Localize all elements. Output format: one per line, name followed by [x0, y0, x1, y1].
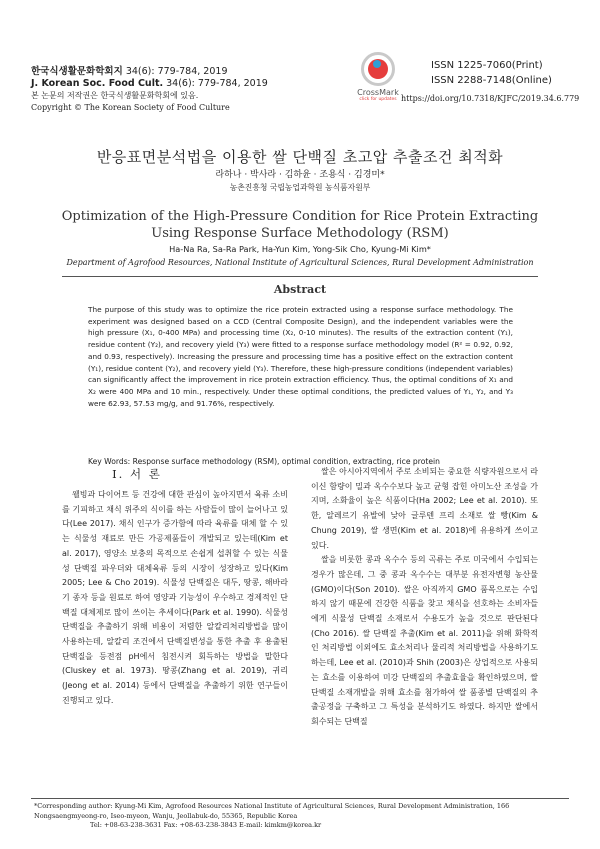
doi-link[interactable]: https://doi.org/10.7318/KJFC/2019.34.6.779 [401, 94, 580, 103]
abstract-text: The purpose of this study was to optimize the rice protein extracted using a response surface methodology. The experiment was designed based on a CCD (Central Composite Design), and the independent variables were the high pressure (X₁, 0-400 MPa) and processing time (X₂, 0-10 minutes). The results of the extraction content (Y₁), residue content (Y₂), and recovery yield (Y₃) were fitted to a response surface methodology model (R² = 0.92, 0.92, and 0.93, respectively). Increasing the pressure and processing time has a positive effect on the extraction content (Y₁), residue content (Y₂), and recovery yield (Y₃). Therefore, these high-pressure conditions (independent variables) can significantly affect the improvement in rice protein extraction efficiency. Thus, the optimal conditions of X₁ and X₂ were 400 MPa and 10 min., respectively. Under these optimal conditions, the predicted values of Y₁, Y₂, and Y₃ were 62.93, 57.53 mg/g, and 91.76%, respectively. [88, 305, 513, 408]
issn-block [431, 58, 552, 88]
crossmark-sub: click for updates [359, 97, 397, 102]
affiliation-korean: 농촌진흥청 국립농업과학원 농식품자원부 [229, 183, 371, 192]
title-english-line2: Using Response Surface Methodology (RSM) [151, 226, 449, 241]
paragraph: 쌀은 아시아지역에서 주로 소비되는 중요한 식량자원으로서 라이신 함량이 밀과 옥수수보다 높고 균형 잡힌 아미노산 조성을 가지며, 소화율이 높은 식품이다(Ha 2002; Lee et al. 2010). 또한, 알레르기 유발에 낮아 글루텐 프리 소재로 쌀 빵(Kim & Chung 2019), 쌀 생면(Kim et al. 2018)에 유용하게 쓰이고 있다. [311, 467, 538, 550]
paragraph: 웰빙과 다이어트 등 건강에 대한 관심이 높아지면서 육류 소비를 기피하고 채식 위주의 식이를 하는 사람들이 많이 늘어나고 있다(Lee 2017). 채식 인구가 증가함에 따라 육류를 대체 할 수 있는 식물성 재료로 만든 가공제품들이 개발되고 있는데(Kim et al. 2017), 영양소 보충의 목적으로 손쉽게 섭취할 수 있는 식물성 단백질 파우더와 대체육류 등의 시장이 성장하고 있다(Kim 2005; Lee & Cho 2019). 식물성 단백질은 대두, 땅콩, 해바라기 종자 등을 원료로 하여 영양과 기능성이 우수하고 경제적인 단백질 대체제로 많이 쓰이는 추세이다(Park et al. 1990). 식물성 단백질을 추출하기 위해 비용이 저렴한 알칼리처리방법을 많이 사용하는데, 알칼리 조건에서 단백질변성을 통한 추출 후 용출된 단백질을 등전점 pH에서 침전시켜 회득하는 방법을 말한다(Cluskey et al. 1973). 땅콩(Zhang et al. 2019), 귀리(Jeong et al. 2014) 등에서 단백질을 추출하기 위한 연구들이 진행되고 있다. [62, 490, 288, 705]
copyright-ko: 본 논문의 저작권은 한국식생활문화학회에 있음. [31, 91, 199, 100]
section-heading-intro: I. 서 론 [112, 467, 162, 481]
issn-online: ISSN 2288-7148(Online) [431, 75, 552, 86]
crossmark-badge[interactable] [352, 52, 404, 102]
keywords-label: Key Words: [88, 457, 131, 466]
crossmark-icon [361, 52, 395, 86]
journal-ko-name: 한국식생활문화학회지 [31, 66, 123, 77]
footnote-corresponding [34, 802, 569, 831]
authors-english: Ha-Na Ra, Sa-Ra Park, Ha-Yun Kim, Yong-Sik Cho, Kyung-Mi Kim* [169, 244, 431, 254]
footnote-line1: *Corresponding author: Kyung-Mi Kim, Agrofood Resources National Institute of Agricultural Sciences, Rural Development Administration, 166 Nongsaengmyeong-ro, Iseo-myeon, Wanju, Jeollabuk-do, 55365, Republic Korea [34, 802, 510, 820]
divider-top [62, 276, 538, 277]
keywords-list: Response surface methodology (RSM), optimal condition, extracting, rice protein [132, 457, 440, 466]
journal-en-issue: 34(6): 779-784, 2019 [166, 78, 268, 89]
footnote-divider [31, 798, 569, 799]
paragraph: 쌀을 비롯한 콩과 옥수수 등의 곡류는 주로 미국에서 수입되는 경우가 많은데, 그 중 콩과 옥수수는 대부분 유전자변형 농산물(GMO)이다(Son 2010). 쌀은 아직까지 GMO 품목으로는 수입하지 않기 때문에 건강한 식품을 찾고 채식을 선호하는 소비자들에게 식물성 단백질 소재로서 수용도가 높을 것으로 판단된다(Cho 2016). 쌀 단백질 추출(Kim et al. 2011)을 위해 화학적인 처리방법 이외에도 효소처리나 물리적 처리방법을 사용하기도 하는데, Lee et al. (2010)과 Shih (2003)은 상업적으로 사용되는 효소를 이용하여 미강 단백질의 추출효율을 확인하였으며, 쌀 단백질 소재개발을 위해 효소를 첨가하여 쌀 품종별 단백질의 추출공정을 구축하고 그 특성을 분석하기도 하였다. 하지만 쌀에서 회수되는 단백질 [311, 555, 538, 726]
title-english [60, 208, 540, 242]
copyright-en: Copyright © The Korean Society of Food Culture [31, 103, 230, 112]
body-column-left [62, 488, 288, 709]
footnote-line2: Tel: +08-63-238-3631 Fax: +08-63-238-3843 E-mail: kimkm@korea.kr [90, 821, 322, 829]
abstract-heading: Abstract [273, 283, 327, 296]
title-korean: 반응표면분석법을 이용한 쌀 단백질 초고압 추출조건 최적화 [96, 148, 504, 166]
authors-korean: 라하나 · 박사라 · 김하윤 · 조용식 · 김경미* [215, 170, 385, 180]
journal-ko-line [31, 66, 291, 78]
title-english-line1: Optimization of the High-Pressure Condition for Rice Protein Extracting [61, 209, 539, 224]
journal-en-name: J. Korean Soc. Food Cult. [31, 78, 164, 89]
crossmark-label: CrossMark [357, 88, 399, 97]
affiliation-english: Department of Agrofood Resources, National Institute of Agricultural Sciences, Rural Development Administration [66, 258, 534, 267]
journal-header [31, 66, 291, 114]
body-column-right [311, 465, 538, 730]
journal-en-line [31, 78, 291, 90]
journal-ko-issue: 34(6): 779-784, 2019 [125, 66, 228, 77]
issn-print: ISSN 1225-7060(Print) [431, 60, 543, 71]
